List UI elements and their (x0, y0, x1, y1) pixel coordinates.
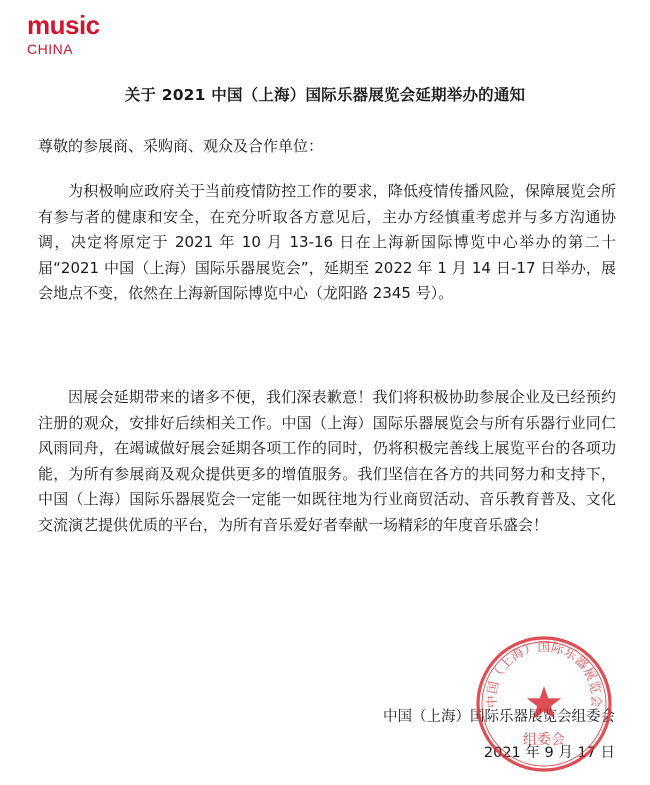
body-paragraph-2: 因展会延期带来的诸多不便，我们深表歉意！我们将积极协助参展企业及已经预约注册的观众，安排好后续相关工作。中国（上海）国际乐器展览会与所有乐器行业同仁风雨同舟，在竭诚做好展会延期各项工作的同时，仍将积极完善线上展览平台的各项功能，为所有参展商及观众提供更多的增值服务。我们坚信在各方的共同努力和支持下，中国（上海）国际乐器展览会一定能一如既往地为行业商贸活动、音乐教育普及、文化交流演艺提供优质的平台，为所有音乐爱好者奉献一场精彩的年度音乐盛会！ (38, 388, 616, 534)
seal-star-icon (527, 686, 561, 719)
organizer-signature: 中国（上海）国际乐器展览会组委会 (383, 709, 615, 725)
music-china-logo (27, 12, 100, 56)
seal-bottom-text: 组委会 (523, 732, 565, 748)
notice-title: 关于 2021 中国（上海）国际乐器展览会延期举办的通知 (124, 86, 526, 104)
salutation: 尊敬的参展商、采购商、观众及合作单位： (38, 137, 324, 155)
seal-arc-textpath: 中国（上海）国际乐器展览会 (483, 638, 605, 709)
body-paragraph-1: 为积极响应政府关于当前疫情防控工作的要求，降低疫情传播风险，保障展览会所有参与者的健康和安全，在充分听取各方意见后，主办方经慎重考虑并与多方沟通协调，决定将原定于 2021 年 10 月 13-16 日在上海新国际博览中心举办的第二十届“2021 中国（上海）国际乐器展览会”，延期至 2022 年 1 月 14 日-17 日举办，展会地点不变，依然在上海新国际博览中心（龙阳路 2345 号）。 (38, 182, 616, 302)
notice-date: 2021 年 9 月 17 日 (483, 745, 615, 761)
official-seal (474, 634, 614, 774)
logo-subtitle: CHINA (27, 41, 74, 57)
logo-wordmark: music (27, 10, 100, 40)
